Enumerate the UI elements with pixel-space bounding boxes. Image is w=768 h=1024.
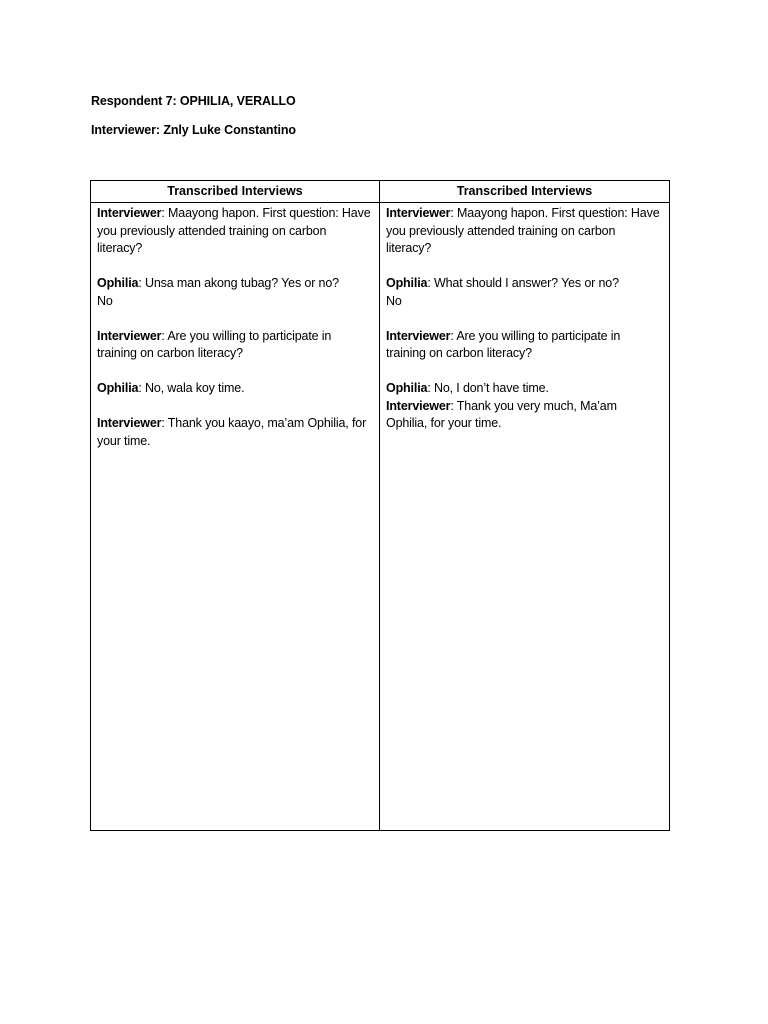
speaker-label: Interviewer	[97, 206, 162, 220]
interviewer-heading: Interviewer: Znly Luke Constantino	[91, 123, 296, 137]
utterance-text: : No, wala koy time.	[138, 381, 245, 395]
transcript-line	[97, 328, 371, 363]
transcript-line	[386, 328, 661, 363]
speaker-label: Interviewer	[386, 398, 451, 413]
speaker-label: Ophilia	[386, 276, 428, 290]
utterance-text: : Thank you kaayo, ma’am Ophilia, for your time.	[97, 416, 367, 448]
utterance-text: : What should I answer? Yes or no?	[427, 276, 619, 290]
column-header-left: Transcribed Interviews	[91, 181, 380, 203]
respondent-heading: Respondent 7: OPHILIA, VERALLO	[91, 94, 296, 108]
speaker-label: Interviewer	[97, 416, 162, 430]
transcript-line	[97, 205, 371, 258]
speaker-label: Interviewer	[97, 328, 162, 343]
utterance-text: : Unsa man akong tubag? Yes or no?	[138, 276, 339, 290]
utterance-answer: No	[386, 293, 402, 308]
speaker-label: Interviewer	[386, 206, 451, 220]
transcript-line	[386, 398, 661, 433]
utterance-text: : Thank you very much, Ma’am Ophilia, for your time.	[386, 398, 617, 430]
utterance-text: : No, I don’t have time.	[427, 381, 549, 395]
utterance-answer: No	[97, 293, 113, 308]
transcript-table	[90, 180, 670, 831]
transcript-line	[386, 275, 661, 310]
utterance-text: : Are you willing to participate in training on carbon literacy?	[386, 328, 621, 360]
speaker-label: Interviewer	[386, 328, 451, 343]
utterance-text: : Maayong hapon. First question: Have you previously attended training on carbon literacy?	[97, 206, 371, 255]
transcript-line	[386, 380, 661, 398]
transcript-cell-original	[91, 203, 380, 830]
speaker-label: Ophilia	[97, 276, 139, 290]
transcript-line	[97, 380, 371, 398]
transcript-line	[97, 415, 371, 450]
utterance-text: : Maayong hapon. First question: Have you previously attended training on carbon literacy?	[386, 206, 660, 255]
column-header-right: Transcribed Interviews	[380, 181, 669, 203]
transcript-cell-translation	[380, 203, 669, 830]
speaker-label: Ophilia	[97, 381, 139, 395]
speaker-label: Ophilia	[386, 381, 428, 395]
transcript-line	[386, 205, 661, 258]
transcript-line	[97, 275, 371, 310]
utterance-text: : Are you willing to participate in training on carbon literacy?	[97, 328, 332, 360]
